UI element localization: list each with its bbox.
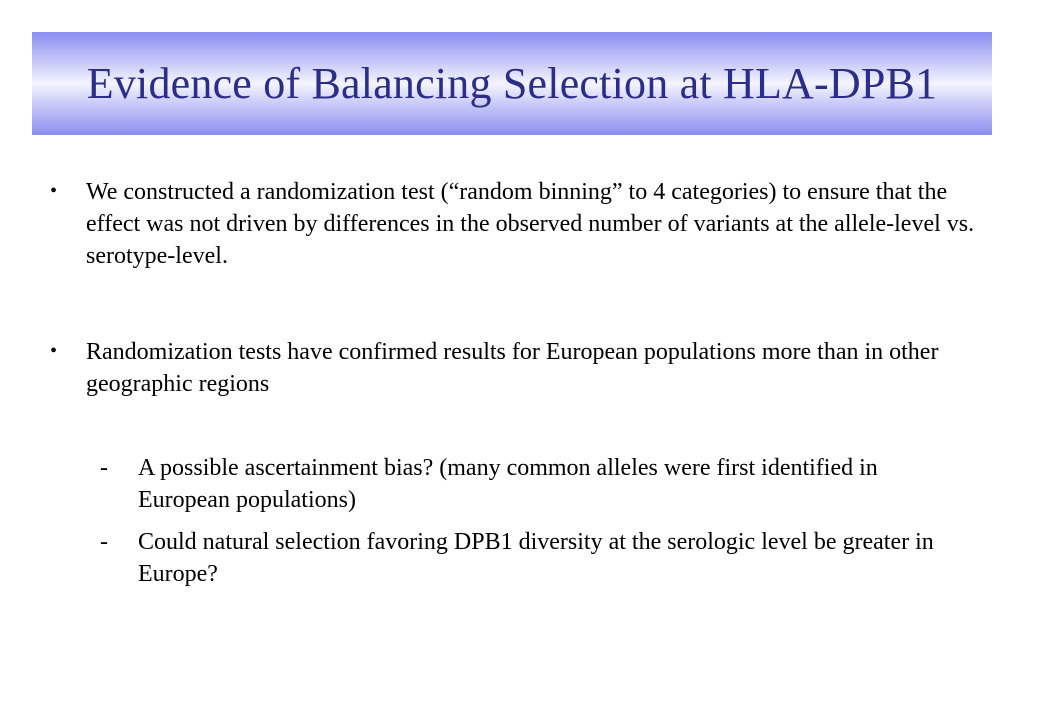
bullet-item xyxy=(50,336,970,406)
sub-bullet-item xyxy=(100,452,960,518)
bullet-marker: • xyxy=(50,180,58,202)
sub-bullet-text: A possible ascertainment bias? (many common alleles were first identified in European populations) xyxy=(138,455,878,513)
sub-bullet-item xyxy=(100,526,960,592)
slide-title-bar xyxy=(32,32,992,135)
sub-bullet-text: Could natural selection favoring DPB1 diversity at the serologic level be greater in Europe? xyxy=(138,529,934,587)
sub-bullet-marker: - xyxy=(100,529,108,555)
bullet-marker: • xyxy=(50,340,58,362)
bullet-item xyxy=(50,176,975,276)
bullet-text: We constructed a randomization test (“random binning” to 4 categories) to ensure that the effect was not driven by differences in the observed number of variants at the allele-level vs. serotype-level. xyxy=(86,179,975,269)
bullet-text: Randomization tests have confirmed results for European populations more than in other geographic regions xyxy=(86,339,939,397)
sub-bullet-marker: - xyxy=(100,455,108,481)
slide-title: Evidence of Balancing Selection at HLA-DPB1 xyxy=(86,59,938,108)
